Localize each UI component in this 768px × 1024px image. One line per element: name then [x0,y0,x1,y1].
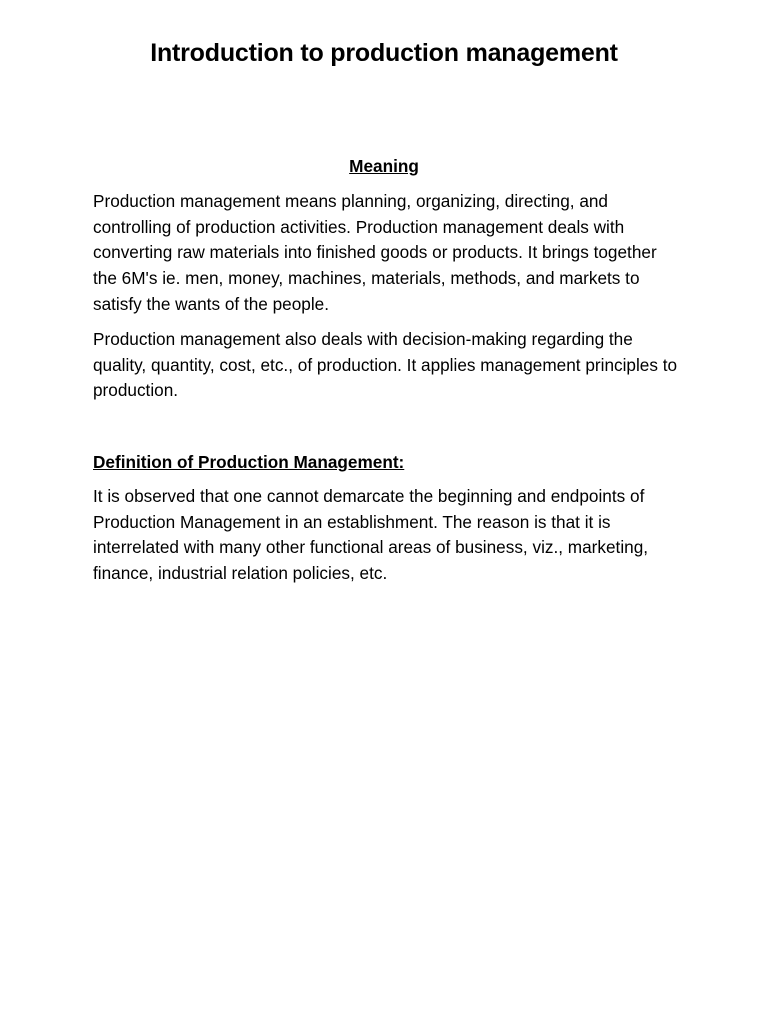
section-heading-meaning: Meaning [349,156,419,176]
section-heading-definition: Definition of Production Management: [93,452,405,472]
document-title: Introduction to production management [150,39,618,67]
meaning-paragraph-1: Production management means planning, organizing, directing, and controlling of production activities. Production management deals with converting raw materials into finished goods or products. It brings together the 6M's ie. men, money, machines, materials, methods, and markets to satisfy the wants of the people. [93,191,657,314]
definition-paragraph: It is observed that one cannot demarcate the beginning and endpoints of Production Management in an establishment. The reason is that it is interrelated with many other functional areas of business, viz., marketing, finance, industrial relation policies, etc. [93,486,649,584]
meaning-paragraph-2: Production management also deals with decision-making regarding the quality, quantity, cost, etc., of production. It applies management principles to production. [93,329,678,401]
